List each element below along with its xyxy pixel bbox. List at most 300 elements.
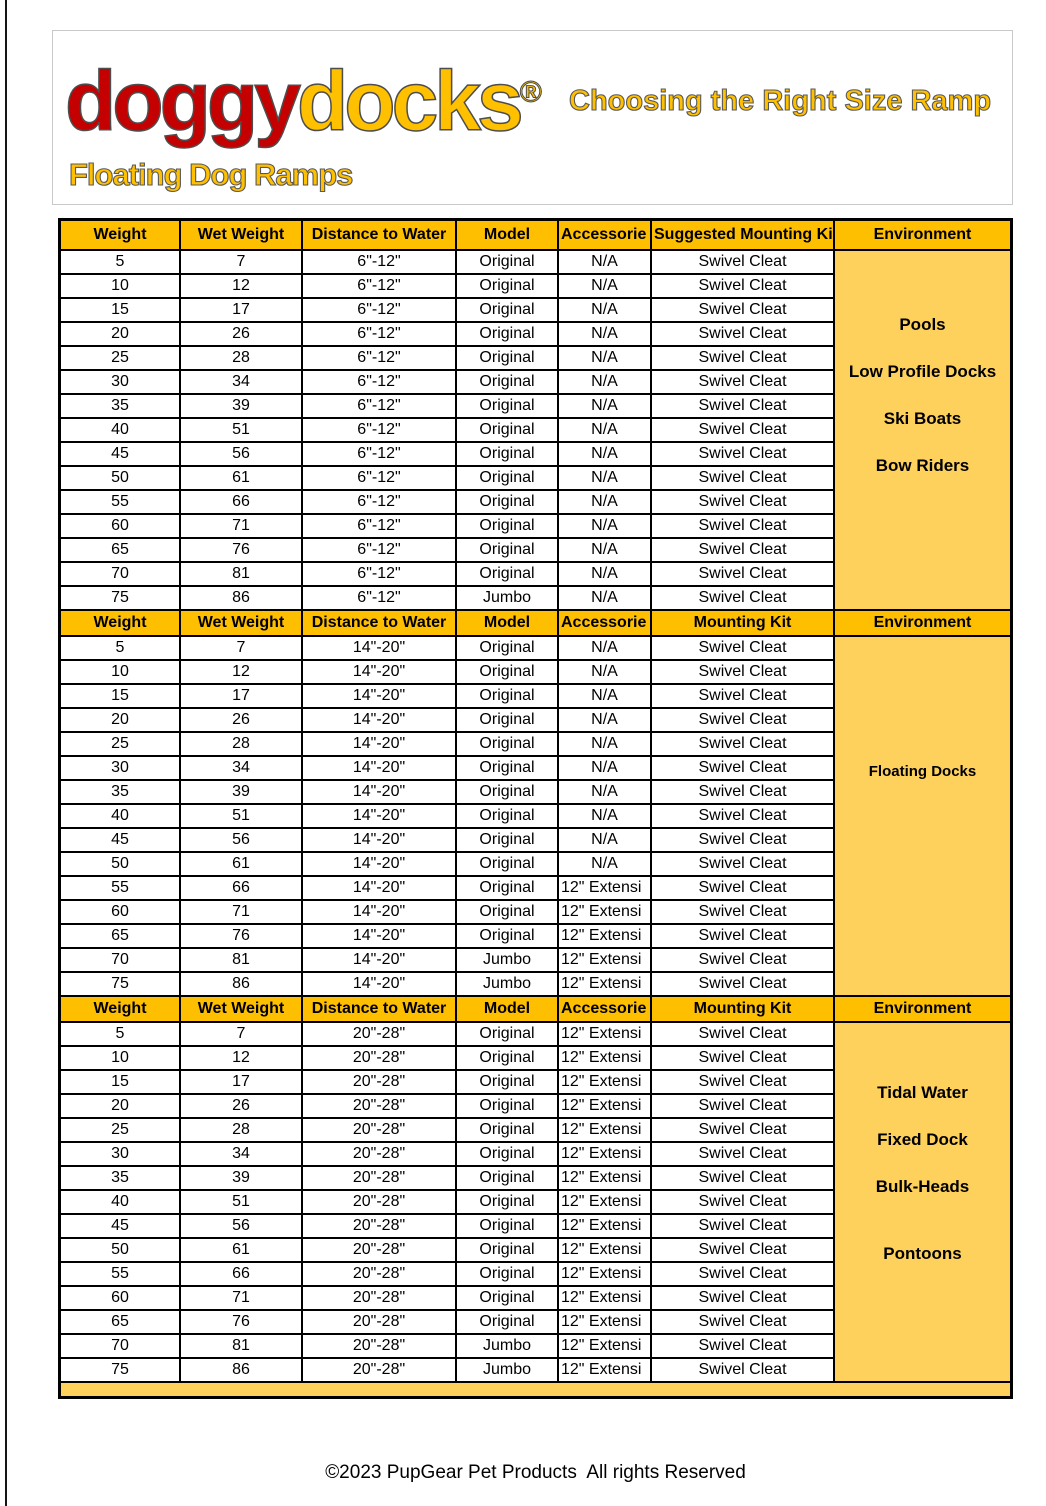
cell-accessories: N/A <box>559 587 650 609</box>
cell-wet-weight: 66 <box>181 1263 301 1285</box>
cell-wet-weight: 34 <box>181 757 301 779</box>
cell-wet-weight: 39 <box>181 1167 301 1189</box>
cell-model: Original <box>457 1047 557 1069</box>
cell-accessories: 12" Extensi <box>559 1095 650 1117</box>
cell-weight: 20 <box>61 709 179 731</box>
cell-mounting-kit: Swivel Cleat <box>652 467 833 489</box>
cell-weight: 70 <box>61 949 179 971</box>
cell-wet-weight: 12 <box>181 661 301 683</box>
cell-mounting-kit: Swivel Cleat <box>652 1095 833 1117</box>
cell-model: Original <box>457 275 557 297</box>
cell-weight: 25 <box>61 1119 179 1141</box>
cell-accessories: N/A <box>559 757 650 779</box>
cell-accessories: 12" Extensi <box>559 1287 650 1309</box>
cell-accessories: 12" Extensi <box>559 1263 650 1285</box>
cell-accessories: N/A <box>559 853 650 875</box>
cell-wet-weight: 26 <box>181 323 301 345</box>
cell-wet-weight: 26 <box>181 1095 301 1117</box>
cell-weight: 20 <box>61 1095 179 1117</box>
cell-weight: 50 <box>61 853 179 875</box>
cell-model: Original <box>457 805 557 827</box>
cell-distance-to-water: 14"-20" <box>303 685 455 707</box>
cell-distance-to-water: 6"-12" <box>303 515 455 537</box>
cell-mounting-kit: Swivel Cleat <box>652 733 833 755</box>
cell-model: Original <box>457 1167 557 1189</box>
cell-distance-to-water: 14"-20" <box>303 901 455 923</box>
cell-wet-weight: 7 <box>181 637 301 659</box>
cell-mounting-kit: Swivel Cleat <box>652 925 833 947</box>
header-cell-environment: Environment <box>835 611 1010 635</box>
cell-distance-to-water: 6"-12" <box>303 299 455 321</box>
cell-model: Original <box>457 251 557 273</box>
cell-mounting-kit: Swivel Cleat <box>652 299 833 321</box>
cell-accessories: N/A <box>559 419 650 441</box>
cell-distance-to-water: 14"-20" <box>303 733 455 755</box>
header-cell-distance-to-water: Distance to Water <box>303 997 455 1021</box>
cell-mounting-kit: Swivel Cleat <box>652 275 833 297</box>
cell-mounting-kit: Swivel Cleat <box>652 515 833 537</box>
cell-distance-to-water: 14"-20" <box>303 877 455 899</box>
cell-distance-to-water: 14"-20" <box>303 973 455 995</box>
environment-label: Bulk-Heads <box>875 1177 970 1196</box>
cell-mounting-kit: Swivel Cleat <box>652 347 833 369</box>
cell-wet-weight: 51 <box>181 419 301 441</box>
environment-label: Floating Docks <box>868 763 977 780</box>
cell-mounting-kit: Swivel Cleat <box>652 419 833 441</box>
cell-weight: 45 <box>61 443 179 465</box>
cell-accessories: N/A <box>559 491 650 513</box>
environment-label: Fixed Dock <box>877 1130 968 1149</box>
cell-wet-weight: 86 <box>181 587 301 609</box>
cell-model: Original <box>457 733 557 755</box>
cell-accessories: N/A <box>559 637 650 659</box>
cell-weight: 30 <box>61 1143 179 1165</box>
cell-wet-weight: 39 <box>181 781 301 803</box>
cell-mounting-kit: Swivel Cleat <box>652 901 833 923</box>
cell-weight: 40 <box>61 1191 179 1213</box>
cell-accessories: N/A <box>559 251 650 273</box>
cell-model: Original <box>457 467 557 489</box>
cell-mounting-kit: Swivel Cleat <box>652 371 833 393</box>
cell-accessories: N/A <box>559 467 650 489</box>
cell-model: Original <box>457 853 557 875</box>
header-cell-accessories: Accessorie <box>559 997 650 1021</box>
cell-weight: 45 <box>61 1215 179 1237</box>
cell-wet-weight: 28 <box>181 1119 301 1141</box>
cell-mounting-kit: Swivel Cleat <box>652 395 833 417</box>
environment-label: Pontoons <box>883 1244 962 1263</box>
cell-distance-to-water: 20"-28" <box>303 1023 455 1045</box>
cell-mounting-kit: Swivel Cleat <box>652 443 833 465</box>
header-cell-wet-weight: Wet Weight <box>181 611 301 635</box>
page-edge-line <box>5 0 7 1506</box>
cell-wet-weight: 26 <box>181 709 301 731</box>
cell-model: Original <box>457 1287 557 1309</box>
cell-accessories: N/A <box>559 685 650 707</box>
cell-weight: 15 <box>61 685 179 707</box>
cell-wet-weight: 86 <box>181 973 301 995</box>
cell-model: Original <box>457 757 557 779</box>
header-cell-environment: Environment <box>835 221 1010 249</box>
cell-weight: 75 <box>61 587 179 609</box>
cell-weight: 5 <box>61 637 179 659</box>
cell-mounting-kit: Swivel Cleat <box>652 587 833 609</box>
header-cell-wet-weight: Wet Weight <box>181 997 301 1021</box>
cell-model: Original <box>457 709 557 731</box>
cell-weight: 65 <box>61 925 179 947</box>
footer-copyright: ©2023 PupGear Pet Products All rights Reserved <box>325 1462 746 1483</box>
environment-cell <box>835 637 1010 995</box>
cell-mounting-kit: Swivel Cleat <box>652 853 833 875</box>
cell-distance-to-water: 14"-20" <box>303 829 455 851</box>
cell-weight: 20 <box>61 323 179 345</box>
cell-mounting-kit: Swivel Cleat <box>652 251 833 273</box>
cell-model: Jumbo <box>457 973 557 995</box>
cell-accessories: 12" Extensi <box>559 1335 650 1357</box>
cell-model: Original <box>457 563 557 585</box>
cell-accessories: N/A <box>559 347 650 369</box>
cell-mounting-kit: Swivel Cleat <box>652 685 833 707</box>
cell-wet-weight: 71 <box>181 515 301 537</box>
cell-weight: 15 <box>61 1071 179 1093</box>
cell-distance-to-water: 20"-28" <box>303 1287 455 1309</box>
cell-distance-to-water: 14"-20" <box>303 805 455 827</box>
cell-wet-weight: 7 <box>181 1023 301 1045</box>
header-cell-model: Model <box>457 221 557 249</box>
cell-weight: 30 <box>61 757 179 779</box>
brand-tagline: Floating Dog Ramps <box>69 157 353 192</box>
cell-weight: 65 <box>61 539 179 561</box>
cell-distance-to-water: 20"-28" <box>303 1071 455 1093</box>
cell-distance-to-water: 14"-20" <box>303 781 455 803</box>
cell-wet-weight: 66 <box>181 877 301 899</box>
header-cell-mounting-kit: Mounting Kit <box>652 997 833 1021</box>
cell-wet-weight: 7 <box>181 251 301 273</box>
cell-accessories: 12" Extensi <box>559 901 650 923</box>
cell-mounting-kit: Swivel Cleat <box>652 877 833 899</box>
cell-mounting-kit: Swivel Cleat <box>652 709 833 731</box>
cell-mounting-kit: Swivel Cleat <box>652 1239 833 1261</box>
cell-accessories: N/A <box>559 443 650 465</box>
page-title: Choosing the Right Size Ramp <box>569 85 992 117</box>
cell-accessories: N/A <box>559 781 650 803</box>
cell-wet-weight: 12 <box>181 275 301 297</box>
cell-wet-weight: 51 <box>181 1191 301 1213</box>
cell-wet-weight: 66 <box>181 491 301 513</box>
cell-mounting-kit: Swivel Cleat <box>652 829 833 851</box>
header-cell-wet-weight: Wet Weight <box>181 221 301 249</box>
cell-accessories: N/A <box>559 539 650 561</box>
cell-distance-to-water: 14"-20" <box>303 925 455 947</box>
cell-wet-weight: 56 <box>181 443 301 465</box>
cell-distance-to-water: 6"-12" <box>303 347 455 369</box>
cell-distance-to-water: 6"-12" <box>303 587 455 609</box>
cell-wet-weight: 76 <box>181 925 301 947</box>
cell-model: Original <box>457 1191 557 1213</box>
cell-wet-weight: 34 <box>181 371 301 393</box>
cell-mounting-kit: Swivel Cleat <box>652 323 833 345</box>
cell-accessories: 12" Extensi <box>559 1167 650 1189</box>
cell-model: Jumbo <box>457 1359 557 1381</box>
environment-label: Tidal Water <box>877 1083 968 1102</box>
cell-mounting-kit: Swivel Cleat <box>652 1287 833 1309</box>
cell-weight: 35 <box>61 1167 179 1189</box>
cell-wet-weight: 28 <box>181 347 301 369</box>
cell-distance-to-water: 20"-28" <box>303 1239 455 1261</box>
header-cell-environment: Environment <box>835 997 1010 1021</box>
cell-distance-to-water: 14"-20" <box>303 637 455 659</box>
cell-weight: 60 <box>61 1287 179 1309</box>
header-cell-weight: Weight <box>61 997 179 1021</box>
cell-mounting-kit: Swivel Cleat <box>652 1071 833 1093</box>
cell-model: Original <box>457 443 557 465</box>
header-cell-accessories: Accessorie <box>559 611 650 635</box>
cell-model: Original <box>457 1215 557 1237</box>
cell-wet-weight: 12 <box>181 1047 301 1069</box>
table-sections <box>61 221 1010 1396</box>
cell-wet-weight: 76 <box>181 539 301 561</box>
table-bottom-strip <box>61 1383 1010 1396</box>
cell-wet-weight: 17 <box>181 299 301 321</box>
cell-mounting-kit: Swivel Cleat <box>652 949 833 971</box>
cell-weight: 35 <box>61 781 179 803</box>
cell-distance-to-water: 20"-28" <box>303 1095 455 1117</box>
cell-mounting-kit: Swivel Cleat <box>652 1119 833 1141</box>
cell-model: Original <box>457 1095 557 1117</box>
table-section <box>61 997 1010 1381</box>
cell-wet-weight: 51 <box>181 805 301 827</box>
cell-accessories: N/A <box>559 299 650 321</box>
cell-wet-weight: 56 <box>181 1215 301 1237</box>
cell-accessories: N/A <box>559 323 650 345</box>
header-cell-mounting-kit: Mounting Kit <box>652 611 833 635</box>
cell-mounting-kit: Swivel Cleat <box>652 1167 833 1189</box>
environment-label: Bow Riders <box>875 456 970 475</box>
cell-accessories: 12" Extensi <box>559 1359 650 1381</box>
cell-wet-weight: 61 <box>181 853 301 875</box>
cell-distance-to-water: 14"-20" <box>303 757 455 779</box>
cell-model: Original <box>457 685 557 707</box>
cell-wet-weight: 56 <box>181 829 301 851</box>
header-cell-distance-to-water: Distance to Water <box>303 221 455 249</box>
cell-accessories: N/A <box>559 563 650 585</box>
cell-distance-to-water: 20"-28" <box>303 1311 455 1333</box>
cell-weight: 40 <box>61 805 179 827</box>
cell-mounting-kit: Swivel Cleat <box>652 781 833 803</box>
cell-accessories: N/A <box>559 515 650 537</box>
cell-distance-to-water: 14"-20" <box>303 853 455 875</box>
cell-accessories: N/A <box>559 395 650 417</box>
cell-accessories: N/A <box>559 709 650 731</box>
cell-weight: 25 <box>61 733 179 755</box>
cell-model: Original <box>457 1119 557 1141</box>
cell-weight: 10 <box>61 1047 179 1069</box>
cell-accessories: 12" Extensi <box>559 877 650 899</box>
cell-distance-to-water: 6"-12" <box>303 539 455 561</box>
cell-accessories: 12" Extensi <box>559 1071 650 1093</box>
cell-accessories: 12" Extensi <box>559 1239 650 1261</box>
cell-distance-to-water: 14"-20" <box>303 709 455 731</box>
cell-mounting-kit: Swivel Cleat <box>652 637 833 659</box>
cell-wet-weight: 28 <box>181 733 301 755</box>
cell-model: Jumbo <box>457 949 557 971</box>
cell-wet-weight: 81 <box>181 563 301 585</box>
header-card <box>52 30 1013 205</box>
cell-wet-weight: 17 <box>181 1071 301 1093</box>
cell-weight: 75 <box>61 1359 179 1381</box>
cell-accessories: N/A <box>559 371 650 393</box>
cell-model: Original <box>457 347 557 369</box>
brand-logo-docks: docks <box>296 54 520 148</box>
cell-model: Original <box>457 1023 557 1045</box>
brand-logo-doggy: doggy <box>65 54 297 148</box>
cell-wet-weight: 86 <box>181 1359 301 1381</box>
cell-model: Original <box>457 1263 557 1285</box>
cell-mounting-kit: Swivel Cleat <box>652 539 833 561</box>
registered-trademark-symbol: ® <box>519 76 542 109</box>
cell-weight: 10 <box>61 275 179 297</box>
cell-model: Original <box>457 661 557 683</box>
cell-model: Original <box>457 323 557 345</box>
cell-accessories: 12" Extensi <box>559 1023 650 1045</box>
brand-logo <box>65 54 542 148</box>
cell-mounting-kit: Swivel Cleat <box>652 661 833 683</box>
header-cell-weight: Weight <box>61 611 179 635</box>
cell-distance-to-water: 6"-12" <box>303 419 455 441</box>
cell-weight: 50 <box>61 1239 179 1261</box>
cell-wet-weight: 81 <box>181 949 301 971</box>
cell-model: Original <box>457 491 557 513</box>
header-cell-distance-to-water: Distance to Water <box>303 611 455 635</box>
cell-mounting-kit: Swivel Cleat <box>652 491 833 513</box>
cell-wet-weight: 61 <box>181 1239 301 1261</box>
cell-accessories: 12" Extensi <box>559 925 650 947</box>
cell-accessories: 12" Extensi <box>559 1143 650 1165</box>
cell-wet-weight: 39 <box>181 395 301 417</box>
header-cell-model: Model <box>457 611 557 635</box>
environment-label: Ski Boats <box>883 409 962 428</box>
cell-mounting-kit: Swivel Cleat <box>652 1047 833 1069</box>
cell-distance-to-water: 6"-12" <box>303 251 455 273</box>
cell-accessories: N/A <box>559 733 650 755</box>
cell-model: Original <box>457 299 557 321</box>
cell-accessories: 12" Extensi <box>559 949 650 971</box>
header-cell-accessories: Accessorie <box>559 221 650 249</box>
cell-wet-weight: 34 <box>181 1143 301 1165</box>
cell-model: Original <box>457 1311 557 1333</box>
cell-accessories: N/A <box>559 275 650 297</box>
cell-weight: 35 <box>61 395 179 417</box>
cell-mounting-kit: Swivel Cleat <box>652 1191 833 1213</box>
environment-label: Low Profile Docks <box>848 362 997 381</box>
size-chart-table <box>58 218 1013 1399</box>
cell-accessories: 12" Extensi <box>559 1047 650 1069</box>
cell-weight: 40 <box>61 419 179 441</box>
cell-mounting-kit: Swivel Cleat <box>652 1215 833 1237</box>
table-section <box>61 611 1010 995</box>
cell-wet-weight: 71 <box>181 1287 301 1309</box>
cell-wet-weight: 71 <box>181 901 301 923</box>
cell-accessories: 12" Extensi <box>559 1215 650 1237</box>
cell-distance-to-water: 20"-28" <box>303 1143 455 1165</box>
header-cell-weight: Weight <box>61 221 179 249</box>
cell-weight: 5 <box>61 1023 179 1045</box>
cell-distance-to-water: 6"-12" <box>303 467 455 489</box>
cell-weight: 65 <box>61 1311 179 1333</box>
environment-label: Pools <box>899 315 946 334</box>
cell-accessories: N/A <box>559 829 650 851</box>
cell-weight: 25 <box>61 347 179 369</box>
cell-distance-to-water: 20"-28" <box>303 1359 455 1381</box>
environment-cell <box>835 1023 1010 1381</box>
cell-distance-to-water: 20"-28" <box>303 1191 455 1213</box>
cell-mounting-kit: Swivel Cleat <box>652 1335 833 1357</box>
cell-mounting-kit: Swivel Cleat <box>652 563 833 585</box>
cell-distance-to-water: 6"-12" <box>303 395 455 417</box>
cell-distance-to-water: 20"-28" <box>303 1167 455 1189</box>
cell-distance-to-water: 6"-12" <box>303 371 455 393</box>
cell-weight: 55 <box>61 491 179 513</box>
cell-accessories: 12" Extensi <box>559 1119 650 1141</box>
cell-weight: 15 <box>61 299 179 321</box>
cell-accessories: 12" Extensi <box>559 1311 650 1333</box>
cell-model: Original <box>457 1071 557 1093</box>
cell-model: Original <box>457 781 557 803</box>
cell-distance-to-water: 6"-12" <box>303 323 455 345</box>
cell-mounting-kit: Swivel Cleat <box>652 1023 833 1045</box>
cell-model: Jumbo <box>457 587 557 609</box>
cell-accessories: N/A <box>559 805 650 827</box>
cell-weight: 60 <box>61 515 179 537</box>
cell-mounting-kit: Swivel Cleat <box>652 757 833 779</box>
header-cell-mounting-kit: Suggested Mounting Ki <box>652 221 833 249</box>
cell-weight: 55 <box>61 877 179 899</box>
cell-distance-to-water: 6"-12" <box>303 563 455 585</box>
cell-distance-to-water: 6"-12" <box>303 275 455 297</box>
cell-accessories: 12" Extensi <box>559 973 650 995</box>
cell-accessories: N/A <box>559 661 650 683</box>
cell-model: Original <box>457 515 557 537</box>
cell-model: Original <box>457 877 557 899</box>
cell-model: Original <box>457 1143 557 1165</box>
cell-distance-to-water: 20"-28" <box>303 1335 455 1357</box>
cell-model: Original <box>457 901 557 923</box>
cell-mounting-kit: Swivel Cleat <box>652 1263 833 1285</box>
cell-accessories: 12" Extensi <box>559 1191 650 1213</box>
cell-wet-weight: 76 <box>181 1311 301 1333</box>
cell-mounting-kit: Swivel Cleat <box>652 1311 833 1333</box>
cell-weight: 45 <box>61 829 179 851</box>
cell-model: Original <box>457 539 557 561</box>
cell-model: Jumbo <box>457 1335 557 1357</box>
cell-distance-to-water: 20"-28" <box>303 1119 455 1141</box>
cell-mounting-kit: Swivel Cleat <box>652 805 833 827</box>
cell-distance-to-water: 6"-12" <box>303 443 455 465</box>
cell-model: Original <box>457 1239 557 1261</box>
cell-model: Original <box>457 637 557 659</box>
cell-distance-to-water: 14"-20" <box>303 661 455 683</box>
cell-model: Original <box>457 829 557 851</box>
cell-model: Original <box>457 419 557 441</box>
cell-mounting-kit: Swivel Cleat <box>652 1359 833 1381</box>
cell-model: Original <box>457 371 557 393</box>
cell-mounting-kit: Swivel Cleat <box>652 1143 833 1165</box>
cell-model: Original <box>457 925 557 947</box>
cell-weight: 75 <box>61 973 179 995</box>
table-section <box>61 221 1010 609</box>
cell-wet-weight: 61 <box>181 467 301 489</box>
cell-wet-weight: 81 <box>181 1335 301 1357</box>
